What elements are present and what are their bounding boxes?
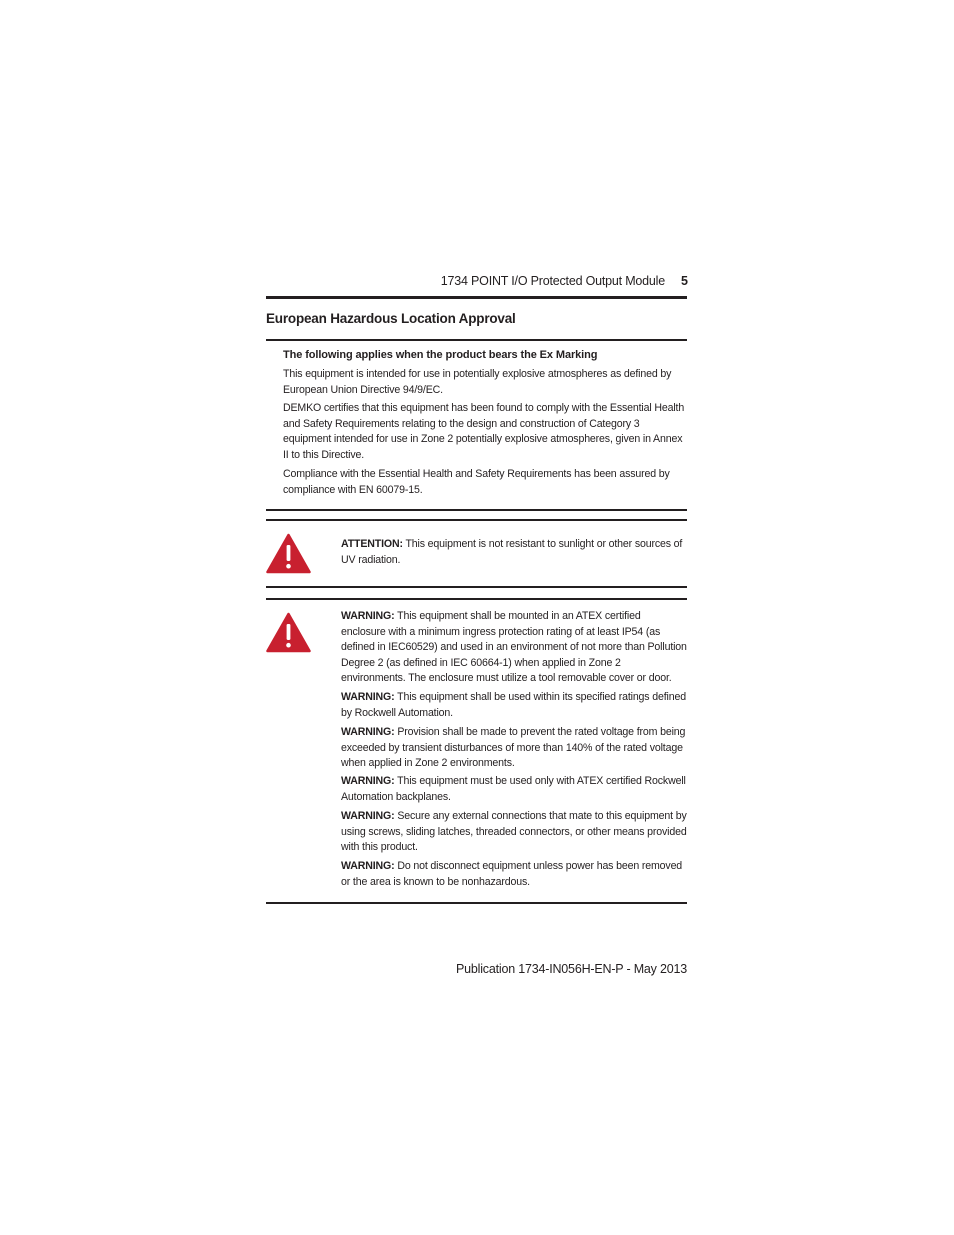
- warning-label: WARNING:: [341, 810, 395, 822]
- ex-box-top-rule: [266, 339, 687, 341]
- attention-top-rule-inner: [266, 519, 687, 521]
- warning-body: Secure any external connections that mate to this equipment by using screws, sliding latches, threaded connectors, or other means provided with this product.: [341, 810, 687, 853]
- header-rule: [266, 296, 687, 299]
- ex-box-heading: The following applies when the product bears the Ex Marking: [283, 349, 598, 361]
- warning-label: WARNING:: [341, 860, 395, 872]
- warning-item: [341, 859, 687, 890]
- warning-item: [341, 690, 687, 721]
- warning-triangle-icon: [266, 612, 311, 653]
- warning-top-rule: [266, 598, 687, 600]
- running-header: 1734 POINT I/O Protected Output Module: [440, 274, 665, 288]
- attention-bottom-rule: [266, 586, 687, 588]
- attention-body: This equipment is not resistant to sunlight or other sources of UV radiation.: [341, 538, 683, 566]
- warning-body: Provision shall be made to prevent the rated voltage from being exceeded by transient disturbances of more than 140% of the rated voltage when applied in Zone 2 environments.: [341, 726, 686, 769]
- page-number: 5: [681, 274, 688, 288]
- attention-text: [341, 537, 687, 568]
- warning-body: This equipment shall be mounted in an ATEX certified enclosure with a minimum ingress protection rating of at least IP54 (as defined in IEC60529) and used in an environment of not more than Pollution Degree 2 (as defined in IEC 60664-1) when applied in Zone 2 environments. The enclosure must utilize a tool removable cover or door.: [341, 610, 687, 684]
- attention-label: ATTENTION:: [341, 538, 403, 550]
- publication-footer: Publication 1734-IN056H-EN-P - May 2013: [456, 962, 687, 976]
- warning-body: This equipment must be used only with ATEX certified Rockwell Automation backplanes.: [341, 775, 686, 803]
- ex-box-paragraph: This equipment is intended for use in potentially explosive atmospheres as defined by European Union Directive 94/9/EC.: [283, 368, 672, 396]
- warning-label: WARNING:: [341, 726, 395, 738]
- warning-triangle-icon: [266, 533, 311, 574]
- warning-item: [341, 725, 687, 772]
- ex-box-paragraph: Compliance with the Essential Health and Safety Requirements has been assured by compliance with EN 60079-15.: [283, 468, 670, 496]
- warning-label: WARNING:: [341, 610, 395, 622]
- warning-item: [341, 609, 687, 687]
- warning-label: WARNING:: [341, 775, 395, 787]
- warning-item: [341, 774, 687, 805]
- attention-top-rule-outer: [266, 509, 687, 511]
- warning-body: This equipment shall be used within its specified ratings defined by Rockwell Automation.: [341, 691, 686, 719]
- warning-body: Do not disconnect equipment unless power has been removed or the area is known to be nonhazardous.: [341, 860, 683, 888]
- warning-label: WARNING:: [341, 691, 395, 703]
- section-title: European Hazardous Location Approval: [266, 311, 516, 326]
- warning-bottom-rule: [266, 902, 687, 904]
- ex-box-paragraph: DEMKO certifies that this equipment has been found to comply with the Essential Health and Safety Requirements relating to the design and construction of Category 3 equipment intended for use in Zone 2 potentially explosive atmospheres, given in Annex II to this Directive.: [283, 402, 685, 461]
- warning-item: [341, 809, 687, 856]
